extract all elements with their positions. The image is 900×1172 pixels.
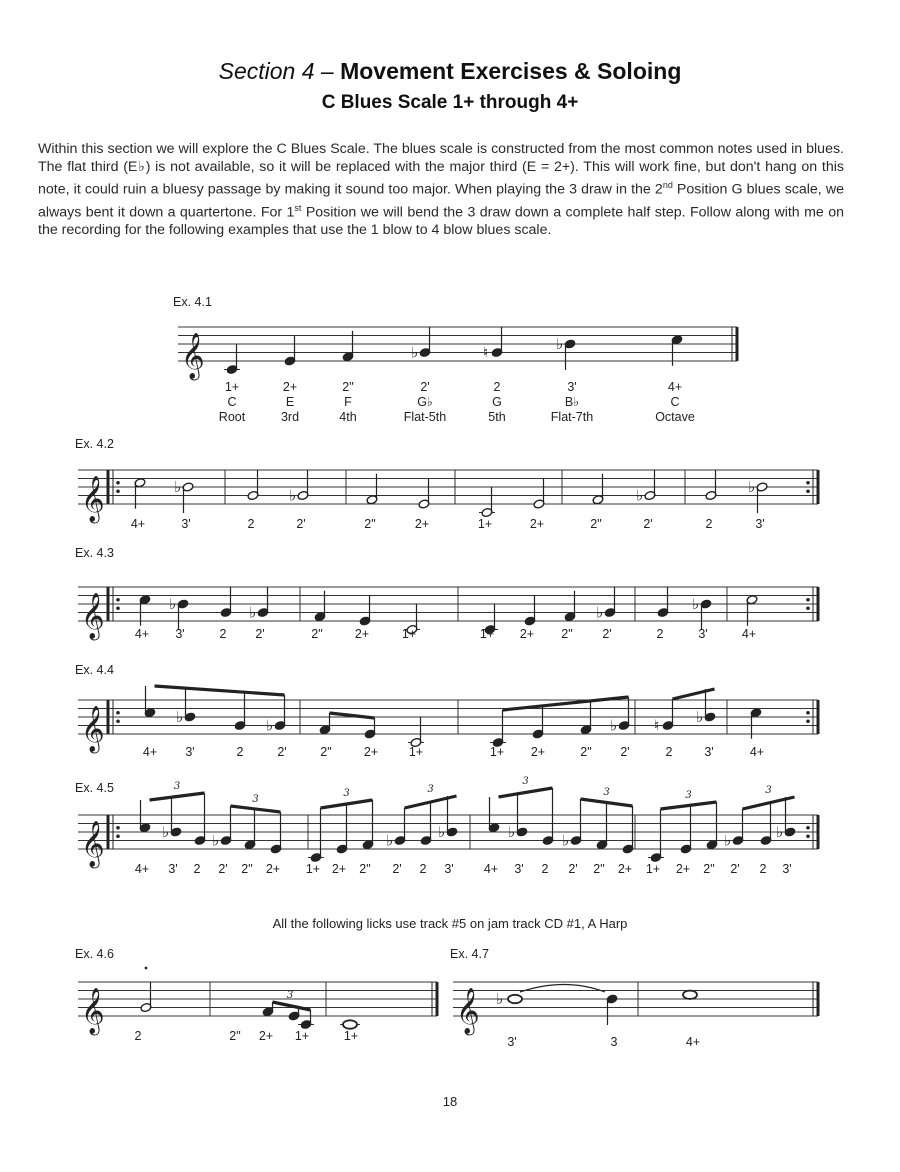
- example-label: Ex. 4.4: [75, 663, 114, 677]
- tab-number: 2": [590, 517, 602, 531]
- triplet-mark: 3: [173, 781, 181, 792]
- triplet-mark: 3: [427, 784, 434, 795]
- tab-number: 2+: [265, 862, 281, 876]
- flat-sign: ♭: [556, 335, 564, 353]
- treble-clef: 𝄞: [181, 333, 205, 379]
- flat-sign: ♭: [289, 486, 297, 505]
- tab-number: 2': [420, 380, 430, 394]
- section-label: Section 4: [218, 58, 315, 84]
- tab-number: 1+: [408, 745, 424, 759]
- tab-number: 2': [392, 862, 402, 876]
- tab-number: 2': [296, 517, 306, 531]
- tab-number: 3': [444, 862, 454, 876]
- tab-number: 2": [229, 1029, 241, 1043]
- tab-number: 4+: [685, 1035, 701, 1049]
- tab-number: 2+: [363, 745, 379, 759]
- tab-number: 3': [168, 862, 178, 876]
- tab-number: 1+: [294, 1029, 310, 1043]
- tab-number: 2: [247, 517, 255, 531]
- scale-degree: 4th: [339, 410, 357, 424]
- section-subtitle: C Blues Scale 1+ through 4+: [321, 92, 579, 113]
- note-name: G♭: [417, 395, 433, 409]
- tab-number: 3': [698, 627, 708, 641]
- tab-number: 2+: [258, 1029, 274, 1043]
- tab-number: 3': [185, 745, 195, 759]
- tab-number: 2: [419, 862, 427, 876]
- example-label: Ex. 4.6: [75, 947, 114, 961]
- repeat-dot: [806, 711, 810, 715]
- tab-number: 4+: [667, 380, 683, 394]
- flat-sign: ♭: [266, 716, 274, 735]
- tab-number: 1+: [479, 627, 495, 641]
- repeat-dot: [116, 598, 120, 602]
- triplet-mark: 3: [765, 785, 772, 796]
- flat-sign: ♭: [748, 478, 756, 496]
- flat-sign: ♭: [386, 831, 394, 850]
- flat-sign: ♭: [411, 343, 419, 362]
- tab-number: 2': [218, 862, 228, 876]
- tab-number: 2': [277, 745, 287, 759]
- tab-number: 2': [602, 627, 612, 641]
- flat-sign: ♭: [596, 603, 604, 622]
- natural-sign: ♮: [654, 716, 660, 735]
- tab-number: 3': [181, 517, 191, 531]
- example-label: Ex. 4.5: [75, 781, 114, 795]
- scale-degree: Flat-7th: [550, 410, 594, 424]
- tab-number: 4+: [142, 745, 158, 759]
- whole-note: [683, 991, 697, 999]
- tab-number: 4+: [134, 627, 150, 641]
- example-label: Ex. 4.3: [75, 546, 114, 560]
- tab-number: 4+: [130, 517, 146, 531]
- example-label: Ex. 4.2: [75, 437, 114, 451]
- flat-sign: ♭: [162, 823, 170, 841]
- tab-number: 1+: [401, 627, 417, 641]
- scale-degree: Flat-5th: [403, 410, 447, 424]
- intro-sup-2: st: [294, 202, 302, 213]
- triplet-mark: 3: [286, 990, 294, 1001]
- tab-number: 3': [507, 1035, 517, 1049]
- repeat-dot: [116, 481, 120, 485]
- tab-number: 4+: [749, 745, 765, 759]
- tab-number: 1+: [305, 862, 321, 876]
- tab-number: 2: [493, 380, 501, 394]
- tab-number: 4+: [483, 862, 499, 876]
- tab-number: 2+: [282, 380, 298, 394]
- tab-number: 2": [580, 745, 592, 759]
- scale-degree: Root: [218, 410, 246, 424]
- tab-number: 2: [219, 627, 227, 641]
- beam: [231, 806, 281, 812]
- tab-number: 2': [643, 517, 653, 531]
- repeat-dot: [116, 711, 120, 715]
- repeat-dot: [806, 489, 810, 493]
- tab-number: 2': [255, 627, 265, 641]
- note-name: C: [670, 395, 680, 409]
- flat-sign: ♭: [496, 990, 504, 1008]
- flat-sign: ♭: [508, 823, 516, 841]
- tab-number: 3': [175, 627, 185, 641]
- triplet-mark: 3: [603, 787, 610, 798]
- example-label: Ex. 4.7: [450, 947, 489, 961]
- intro-sup-1: nd: [662, 180, 673, 190]
- scale-degree: 5th: [488, 410, 506, 424]
- accent-dot: [145, 967, 148, 970]
- tab-number: 2: [759, 862, 767, 876]
- tab-number: 2: [236, 745, 244, 759]
- treble-clef: 𝄞: [456, 988, 480, 1034]
- tab-number: 2: [541, 862, 549, 876]
- tab-number: 1+: [477, 517, 493, 531]
- flat-sign: ♭: [610, 716, 618, 735]
- treble-clef: 𝄞: [81, 476, 105, 522]
- tab-number: 4+: [134, 862, 150, 876]
- natural-sign: ♮: [483, 343, 489, 362]
- tab-number: 1+: [224, 380, 240, 394]
- section-heading: Movement Exercises & Soloing: [340, 58, 682, 84]
- tab-number: 4+: [741, 627, 757, 641]
- tab-number: 3': [514, 862, 524, 876]
- tab-number: 2': [620, 745, 630, 759]
- note-name: B♭: [564, 395, 580, 409]
- repeat-dot: [806, 834, 810, 838]
- tab-number: 1+: [489, 745, 505, 759]
- tab-number: 2: [656, 627, 664, 641]
- beam: [150, 793, 205, 800]
- note-name: C: [227, 395, 237, 409]
- tab-number: 2": [320, 745, 332, 759]
- flat-sign: ♭: [636, 486, 644, 505]
- page-number: 18: [442, 1094, 458, 1109]
- tab-number: 1+: [645, 862, 661, 876]
- tab-number: 3': [755, 517, 765, 531]
- jam-track-note: All the following licks use track #5 on jam track CD #1, A Harp: [272, 916, 628, 931]
- tab-number: 2": [364, 517, 376, 531]
- beam: [673, 689, 715, 699]
- tab-number: 2+: [519, 627, 535, 641]
- note-name: G: [492, 395, 502, 409]
- beam: [499, 788, 553, 797]
- flat-sign: ♭: [724, 831, 732, 850]
- flat-sign: ♭: [692, 595, 700, 613]
- repeat-dot: [116, 719, 120, 723]
- scale-degree: 3rd: [280, 410, 300, 424]
- tab-number: 2": [342, 380, 354, 394]
- example-label: Ex. 4.1: [173, 295, 212, 309]
- tab-number: 2": [561, 627, 573, 641]
- tab-number: 2': [568, 862, 578, 876]
- repeat-dot: [116, 834, 120, 838]
- scale-degree: Octave: [655, 410, 695, 424]
- title-dash: –: [320, 58, 334, 84]
- flat-sign: ♭: [438, 823, 446, 841]
- tab-number: 2": [593, 862, 605, 876]
- tab-number: 2: [134, 1029, 142, 1043]
- repeat-dot: [806, 481, 810, 485]
- beam: [155, 686, 285, 695]
- triplet-mark: 3: [685, 790, 692, 801]
- beam: [661, 802, 717, 809]
- flat-sign: ♭: [696, 708, 704, 726]
- flat-sign: ♭: [562, 831, 570, 850]
- flat-sign: ♭: [249, 603, 257, 622]
- repeat-dot: [806, 719, 810, 723]
- repeat-dot: [806, 598, 810, 602]
- note-name: F: [344, 395, 352, 409]
- repeat-dot: [116, 489, 120, 493]
- treble-clef: 𝄞: [81, 593, 105, 639]
- flat-sign: ♭: [176, 708, 184, 726]
- note-name: E: [285, 395, 295, 409]
- tab-number: 2": [241, 862, 253, 876]
- tab-number: 3': [782, 862, 792, 876]
- tab-number: 2+: [530, 745, 546, 759]
- tab-number: 2": [359, 862, 371, 876]
- tab-number: 3': [567, 380, 577, 394]
- flat-sign: ♭: [776, 823, 784, 841]
- treble-clef: 𝄞: [81, 706, 105, 752]
- tab-number: 2+: [529, 517, 545, 531]
- whole-note: [508, 995, 522, 1003]
- beam: [273, 1002, 311, 1010]
- tab-number: 2+: [354, 627, 370, 641]
- triplet-mark: 3: [522, 776, 529, 787]
- triplet-mark: 3: [343, 788, 350, 799]
- flat-sign: ♭: [212, 831, 220, 850]
- beam: [743, 797, 795, 809]
- tab-number: 2': [730, 862, 740, 876]
- tab-number: 3: [610, 1035, 618, 1049]
- flat-sign: ♭: [169, 595, 177, 613]
- treble-clef: 𝄞: [81, 988, 105, 1034]
- tab-number: 2": [311, 627, 323, 641]
- tab-number: 2: [705, 517, 713, 531]
- flat-sign: ♭: [174, 478, 182, 496]
- tab-number: 2: [665, 745, 673, 759]
- tab-number: 2: [193, 862, 201, 876]
- repeat-dot: [806, 606, 810, 610]
- repeat-dot: [806, 826, 810, 830]
- tab-number: 2+: [617, 862, 633, 876]
- intro-text-1: Within this section we will explore the C Blues Scale. The blues scale is constructed from the most common notes used in blues. The flat third (E♭) is not available, so it will be replaced with the major third (E = 2+). This will work fine, but don't hang on this note, it could ruin a bluesy passage by making it sound too major. When playing the 3 draw in the 2: [38, 141, 844, 198]
- tab-number: 2+: [414, 517, 430, 531]
- repeat-dot: [116, 826, 120, 830]
- tab-number: 2+: [331, 862, 347, 876]
- intro-text-3: Position we will bend the 3 draw down a complete half step. Follow along with me on the recording for the following examples that use the 1 blow to 4 blow blues scale.: [38, 204, 844, 239]
- treble-clef: 𝄞: [81, 821, 105, 867]
- whole-note: [343, 1020, 357, 1028]
- triplet-mark: 3: [252, 794, 259, 805]
- tab-number: 3': [704, 745, 714, 759]
- tab-number: 2+: [675, 862, 691, 876]
- repeat-dot: [116, 606, 120, 610]
- tab-number: 2": [703, 862, 715, 876]
- tab-number: 1+: [343, 1029, 359, 1043]
- intro-text-2: Position G blues scale, we always bent it down a quartertone. For 1: [38, 181, 844, 221]
